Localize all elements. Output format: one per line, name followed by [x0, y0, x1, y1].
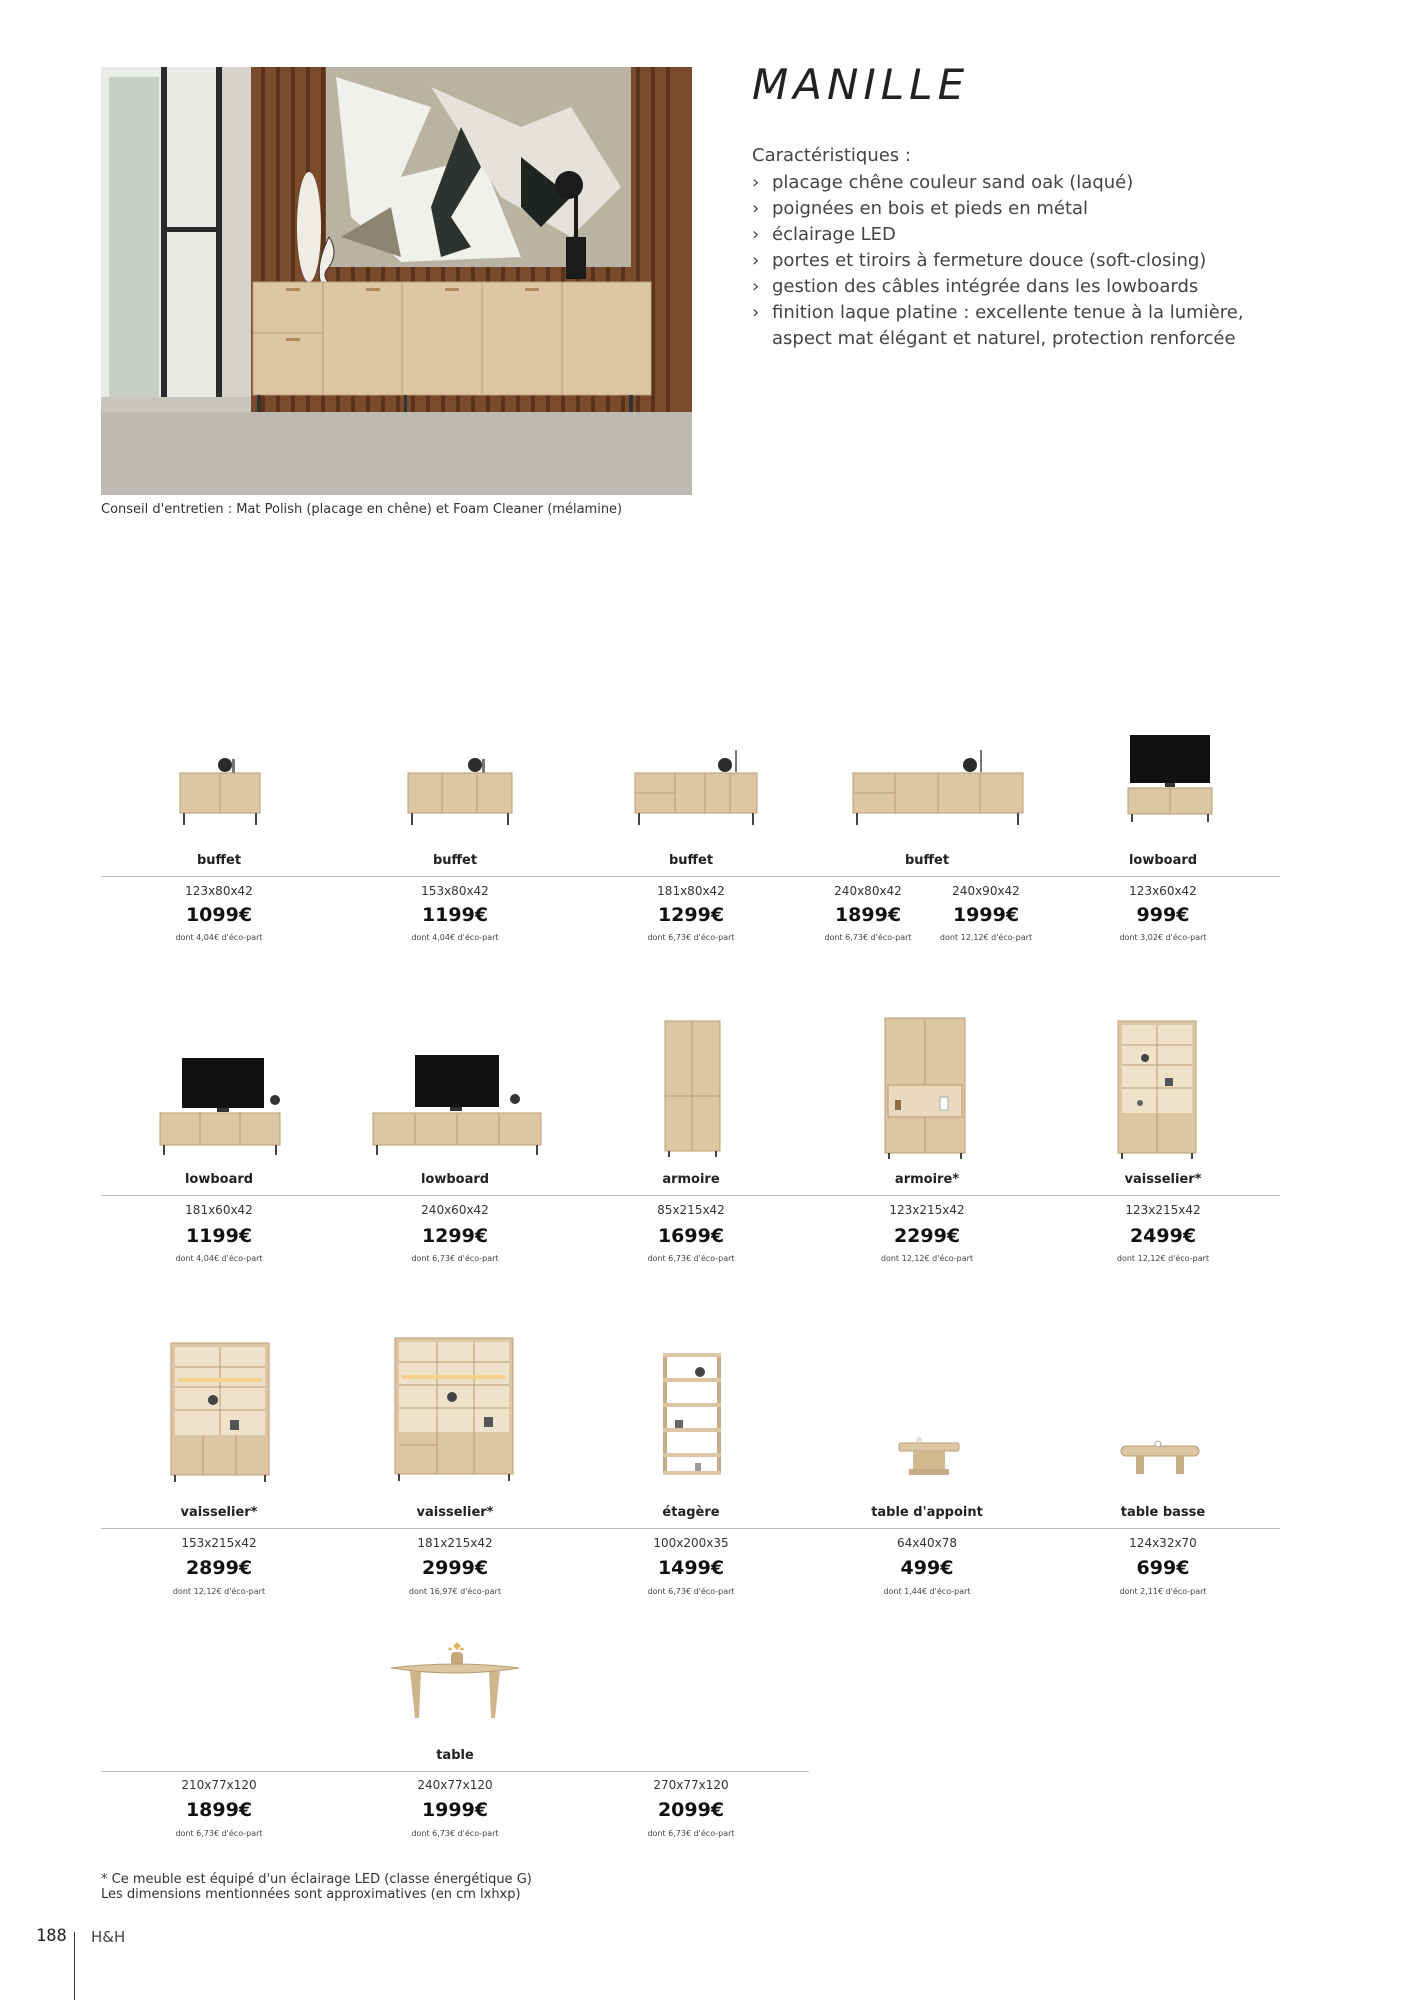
- eco-part: dont 6,73€ d'éco-part: [647, 1829, 735, 1838]
- product-name: lowboard: [420, 1172, 490, 1187]
- product-dimensions: 240x80x42: [834, 884, 902, 898]
- row-divider: [101, 876, 1280, 877]
- lowboard-240-image: [370, 1052, 545, 1162]
- page-number: 188: [36, 1926, 67, 1946]
- eco-part: dont 6,73€ d'éco-part: [411, 1829, 499, 1838]
- eco-part: dont 6,73€ d'éco-part: [647, 1587, 735, 1596]
- buffet-153-image: [400, 745, 520, 830]
- product-price: 999€: [1136, 904, 1190, 926]
- product-price: 1699€: [657, 1225, 725, 1247]
- product-dimensions: 100x200x35: [653, 1536, 729, 1550]
- etagere-image: [655, 1350, 730, 1480]
- product-dimensions: 240x90x42: [952, 884, 1020, 898]
- feature-item: › poignées en bois et pieds en métal: [752, 196, 1252, 222]
- armoire-123-image: [880, 1015, 970, 1160]
- product-name: vaisselier*: [180, 1505, 258, 1520]
- eco-part: dont 16,97€ d'éco-part: [408, 1587, 502, 1596]
- eco-part: dont 2,11€ d'éco-part: [1119, 1587, 1207, 1596]
- eco-part: dont 6,73€ d'éco-part: [647, 933, 735, 942]
- eco-part: dont 6,73€ d'éco-part: [411, 1254, 499, 1263]
- product-dimensions: 123x60x42: [1129, 884, 1197, 898]
- lowboard-123-image: [1125, 730, 1215, 830]
- product-price: 2299€: [893, 1225, 961, 1247]
- feature-item: › portes et tiroirs à fermeture douce (soft-closing): [752, 248, 1252, 274]
- eco-part: dont 3,02€ d'éco-part: [1119, 933, 1207, 942]
- collection-title: MANILLE: [752, 60, 970, 109]
- product-price: 699€: [1136, 1557, 1190, 1579]
- product-name: table: [436, 1748, 474, 1763]
- product-price: 499€: [900, 1557, 954, 1579]
- product-dimensions: 123x80x42: [185, 884, 253, 898]
- eco-part: dont 6,73€ d'éco-part: [175, 1829, 263, 1838]
- product-name: buffet: [432, 853, 478, 868]
- vaisselier-153-image: [168, 1340, 273, 1485]
- product-dimensions: 240x77x120: [417, 1778, 493, 1792]
- footnote-led: * Ce meuble est équipé d'un éclairage LED (classe énergétique G): [101, 1872, 532, 1887]
- product-price: 1899€: [834, 904, 902, 926]
- footnote-dimensions: Les dimensions mentionnées sont approximatives (en cm lxhxp): [101, 1887, 521, 1902]
- brand-name: H&H: [91, 1928, 126, 1946]
- table-appoint-image: [895, 1435, 965, 1485]
- product-dimensions: 270x77x120: [653, 1778, 729, 1792]
- product-dimensions: 181x80x42: [657, 884, 725, 898]
- eco-part: dont 4,04€ d'éco-part: [175, 1254, 263, 1263]
- feature-item: › placage chêne couleur sand oak (laqué): [752, 170, 1252, 196]
- lowboard-181-image: [155, 1055, 285, 1160]
- product-dimensions: 181x215x42: [417, 1536, 493, 1550]
- product-dimensions: 210x77x120: [181, 1778, 257, 1792]
- product-name: lowboard: [184, 1172, 254, 1187]
- product-name: armoire: [662, 1172, 720, 1187]
- footer-divider: [74, 1932, 75, 2000]
- product-price: 2099€: [657, 1799, 725, 1821]
- eco-part: dont 6,73€ d'éco-part: [647, 1254, 735, 1263]
- features-list: [752, 170, 1252, 352]
- product-price: 2899€: [185, 1557, 253, 1579]
- product-price: 2499€: [1129, 1225, 1197, 1247]
- product-name: buffet: [668, 853, 714, 868]
- buffet-240-image: [850, 740, 1030, 830]
- product-price: 1899€: [185, 1799, 253, 1821]
- product-dimensions: 153x80x42: [421, 884, 489, 898]
- armoire-85-image: [660, 1018, 725, 1158]
- eco-part: dont 12,12€ d'éco-part: [880, 1254, 974, 1263]
- product-name: lowboard: [1128, 853, 1198, 868]
- feature-item: › finition laque platine : excellente tenue à la lumière, aspect mat élégant et naturel, protection renforcée: [752, 300, 1252, 352]
- product-price: 1199€: [185, 1225, 253, 1247]
- feature-item: › gestion des câbles intégrée dans les lowboards: [752, 274, 1252, 300]
- product-price: 1199€: [421, 904, 489, 926]
- feature-item: › éclairage LED: [752, 222, 1252, 248]
- product-dimensions: 123x215x42: [1125, 1203, 1201, 1217]
- product-dimensions: 153x215x42: [181, 1536, 257, 1550]
- eco-part: dont 6,73€ d'éco-part: [824, 933, 912, 942]
- product-name: étagère: [662, 1505, 720, 1520]
- row-divider: [101, 1528, 1280, 1529]
- product-name: buffet: [196, 853, 242, 868]
- product-dimensions: 85x215x42: [657, 1203, 725, 1217]
- buffet-123-image: [170, 745, 270, 830]
- table-image: [385, 1640, 525, 1732]
- product-name: buffet: [904, 853, 950, 868]
- product-dimensions: 123x215x42: [889, 1203, 965, 1217]
- product-price: 1299€: [657, 904, 725, 926]
- eco-part: dont 4,04€ d'éco-part: [175, 933, 263, 942]
- care-caption: Conseil d'entretien : Mat Polish (placage en chêne) et Foam Cleaner (mélamine): [101, 502, 623, 517]
- eco-part: dont 1,44€ d'éco-part: [883, 1587, 971, 1596]
- product-price: 1099€: [185, 904, 253, 926]
- product-name: table basse: [1120, 1505, 1206, 1520]
- eco-part: dont 12,12€ d'éco-part: [939, 933, 1033, 942]
- product-dimensions: 181x60x42: [185, 1203, 253, 1217]
- table-basse-image: [1118, 1440, 1203, 1480]
- product-price: 1999€: [421, 1799, 489, 1821]
- row-divider: [101, 1771, 809, 1772]
- product-price: 1299€: [421, 1225, 489, 1247]
- row-divider: [101, 1195, 1280, 1196]
- vaisselier-181-image: [392, 1335, 517, 1485]
- buffet-181-image: [630, 740, 765, 830]
- features-title: Caractéristiques :: [752, 145, 911, 166]
- eco-part: dont 12,12€ d'éco-part: [1116, 1254, 1210, 1263]
- product-price: 1999€: [952, 904, 1020, 926]
- vaisselier-123-image: [1115, 1018, 1200, 1160]
- product-name: table d'appoint: [871, 1505, 983, 1520]
- product-name: armoire*: [894, 1172, 960, 1187]
- product-dimensions: 240x60x42: [421, 1203, 489, 1217]
- footnotes: [101, 1872, 532, 1902]
- hero-photo: [101, 67, 692, 495]
- product-price: 1499€: [657, 1557, 725, 1579]
- eco-part: dont 4,04€ d'éco-part: [411, 933, 499, 942]
- eco-part: dont 12,12€ d'éco-part: [172, 1587, 266, 1596]
- product-name: vaisselier*: [416, 1505, 494, 1520]
- product-dimensions: 64x40x78: [896, 1536, 957, 1550]
- product-price: 2999€: [421, 1557, 489, 1579]
- product-name: vaisselier*: [1124, 1172, 1202, 1187]
- product-dimensions: 124x32x70: [1129, 1536, 1197, 1550]
